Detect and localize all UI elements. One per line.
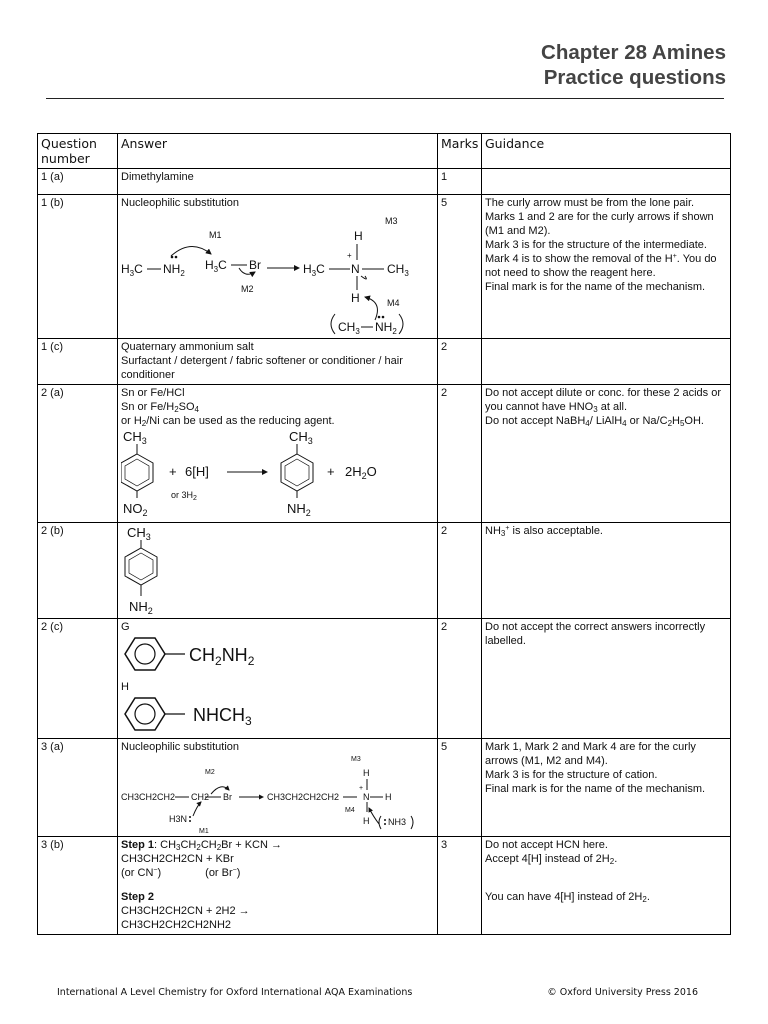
methyl-group: $CH_3$ [123,429,147,446]
mark-scheme-table [37,133,731,935]
answer-cell [118,195,438,339]
question-number: 3 (b) [38,837,118,935]
svg-text:M3: M3 [351,756,361,763]
section-title: Practice questions [543,66,726,89]
marks-cell: 5 [438,195,482,339]
answer-text: Nucleophilic substitution [121,741,240,753]
table-row [38,169,731,195]
hydrogen-reagent: 6[H] [185,464,209,479]
bromine: Br [249,258,261,272]
header-rule [46,98,724,99]
mark-label: M1 [209,230,222,240]
svg-text:CH3CH2CH2: CH3CH2CH2 [121,792,176,802]
formula-g: $CH_2NH_2$ [189,645,255,668]
guidance-cell: The curly arrow must be from the lone pair. Marks 1 and 2 are for the curly arrows if shown (M1 and M2). Mark 3 is for the structure of the intermediate. Mark 4 is to show the removal of the H+. You do not need to show the reagent here. Final mark is for the name of the mechanism. [482,195,731,339]
col-guidance: Guidance [482,134,731,169]
mark-label: M2 [241,284,254,294]
svg-text:Br: Br [223,792,232,802]
table-header-row [38,134,731,169]
step1-products: CH3CH2CH2CN + KBr [121,853,234,865]
table-row [38,339,731,385]
table-row [38,837,731,935]
answer-cell: Sn or Fe/HCl Sn or $Fe/H_2SO_4$ or $H_2/Ni$ can be used as the reducing agent. $CH_3$ $NO_2$ + 6[H] or $3H_2$ $CH_3$ $NH_2$ + $2H_2O$ [118,385,438,523]
answer-cell [118,523,438,619]
svg-text:M1: M1 [199,828,209,834]
marks-cell: 2 [438,385,482,523]
question-number: 1 (a) [38,169,118,195]
svg-text:M4: M4 [345,807,355,814]
marks-cell: 5 [438,739,482,837]
question-number: 3 (a) [38,739,118,837]
answer-text: Nucleophilic substitution [121,197,240,209]
guidance-cell: Mark 1, Mark 2 and Mark 4 are for the curly arrows (M1, M2 and M4). Mark 3 is for the structure of cation. Final mark is for the name of the mechanism. [482,739,731,837]
amine-group: $NH_2$ [375,320,397,336]
mark-label: M4 [387,298,400,308]
chapter-title: Chapter 28 Amines [541,41,726,64]
h-atom: H [354,229,363,243]
answer-cell: Dimethylamine [118,169,438,195]
label-g: G [121,621,130,633]
svg-text:H3N: H3N [169,814,188,824]
guidance-cell [482,339,731,385]
table-row [38,385,731,523]
svg-text:CH2: CH2 [191,792,210,802]
table-row [38,523,731,619]
svg-text:H: H [385,792,392,802]
positive-charge: + [347,251,352,260]
amine-mechanism-diagram [121,210,421,336]
methyl-group: $H_3C$ [205,258,227,274]
marks-cell: 3 [438,837,482,935]
mark-label: M3 [385,216,398,226]
reduction-equation-diagram [121,428,421,520]
guidance-cell: Do not accept dilute or conc. for these 2 acids or you cannot have $HNO_3$ at all. Do not accept NaBH$_4$/ LiAlH$_4$ or $Na/C_2H_5OH$. [482,385,731,523]
amine-group: $NH_2$ [163,262,185,278]
svg-text:NH3: NH3 [388,817,407,827]
svg-text:H: H [363,768,370,778]
question-number: 1 (b) [38,195,118,339]
col-marks: Marks [438,134,482,169]
svg-text:H: H [363,816,370,826]
plus-sign: + [327,464,335,479]
nitrogen-atom: N [351,262,360,276]
guidance-cell: Do not accept HCN here. Accept 4[H] instead of $2H_2$. You can have 4[H] instead of $2H_2$. [482,837,731,935]
table-row [38,739,731,837]
table-row [38,195,731,339]
methyl-group: $CH_3$ [127,525,151,542]
col-answer: Answer [118,134,438,169]
methyl-group: $H_3C$ [121,262,143,278]
page-header [541,40,726,90]
svg-text:M2: M2 [205,769,215,776]
methylphenylamine-structure [121,524,181,616]
marks-cell: 2 [438,523,482,619]
answer-cell: Quaternary ammonium salt Surfactant / detergent / fabric softener or conditioner / hair conditioner [118,339,438,385]
methyl-group: $CH_3$ [387,262,409,278]
answer-cell [118,619,438,739]
plus-sign: + [169,464,177,479]
water-product: $2H_2O$ [345,464,377,481]
h-atom: H [351,291,360,305]
question-number: 1 (c) [38,339,118,385]
footer-copyright: © Oxford University Press 2016 [547,987,698,998]
svg-text:CH3CH2CH2CH2: CH3CH2CH2CH2 [267,792,340,802]
formula-h: $NHCH_3$ [193,705,252,728]
table-row [38,619,731,739]
question-number: 2 (c) [38,619,118,739]
svg-text:N: N [363,792,370,802]
label-h: H [121,681,129,693]
methylphenylamine-h-structure [121,694,321,734]
amine-group: $NH_2$ [129,599,153,616]
nitro-group: $NO_2$ [123,501,148,518]
svg-text:+: + [359,785,364,792]
guidance-cell: $NH_3^+$ is also acceptable. [482,523,731,619]
marks-cell: 2 [438,339,482,385]
propylamine-mechanism-diagram [121,754,421,834]
reagent-methylamine: $CH_3$ [338,320,360,336]
marks-cell: 2 [438,619,482,739]
col-question: Question number [38,134,118,169]
step2-reactants: CH3CH2CH2CN + 2H2 → [121,905,250,917]
methyl-group: $H_3C$ [303,262,325,278]
footer-publication: International A Level Chemistry for Oxford International AQA Examinations [57,987,413,998]
question-number: 2 (a) [38,385,118,523]
marks-cell: 1 [438,169,482,195]
answer-cell: Step 1: $CH_3CH_2CH_2Br$ + KCN → CH3CH2CH2CN + KBr (or CN−) (or Br−) Step 2 CH3CH2CH2CN + 2H2 → CH3CH2CH2CH2NH2 [118,837,438,935]
question-number: 2 (b) [38,523,118,619]
step2-products: CH3CH2CH2CH2NH2 [121,919,232,931]
guidance-cell: Do not accept the correct answers incorrectly labelled. [482,619,731,739]
benzylamine-structure [121,634,321,674]
amine-group: $NH_2$ [287,501,311,518]
methyl-group: $CH_3$ [289,429,313,446]
alt-reagent: or $3H_2$ [171,490,197,502]
answer-cell [118,739,438,837]
guidance-cell [482,169,731,195]
